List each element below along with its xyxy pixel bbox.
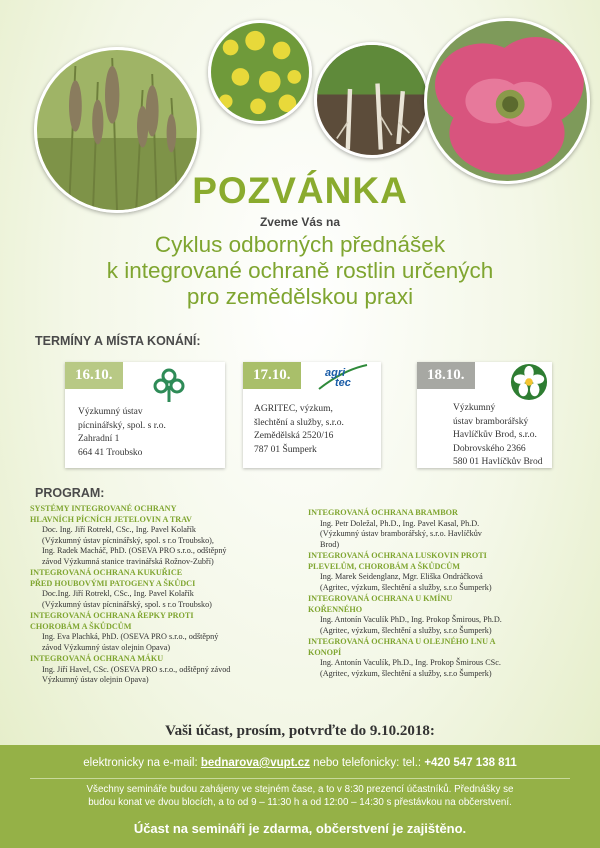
event-headline: [0, 232, 600, 310]
venue-card-sumperk: [243, 362, 381, 468]
address-line: ústav bramborářský: [453, 416, 529, 427]
venue-card-havlickuv-brod: [417, 362, 552, 468]
program-item-speakers: (Výzkumný ústav bramborářský, s.r.o. Havlíčkův: [320, 529, 482, 538]
program-item-speakers: (Agritec, výzkum, šlechtění a služby, s.r.o Šumperk): [320, 625, 492, 635]
program-item-title: PŘED HOUBOVÝMI PATOGENY A ŠKŮDCI: [30, 578, 196, 588]
address-line: Havlíčkův Brod, s.r.o.: [453, 430, 537, 440]
program-item-title: INTEGROVANÁ OCHRANA KUKUŘICE: [30, 568, 183, 577]
program-item-speakers: Ing. Radek Macháč, PhD. (OSEVA PRO s.r.o., odštěpný: [42, 546, 227, 555]
address-line: pícninářský, spol. s r.o.: [78, 420, 166, 431]
plant-roots-photo: [314, 42, 430, 158]
venue-date: 18.10.: [417, 362, 475, 389]
address-line: Výzkumný ústav: [78, 407, 143, 417]
program-item: [308, 551, 576, 593]
contact-line: [0, 757, 600, 769]
potato-flower-logo-icon: [510, 363, 548, 401]
footer-band: [0, 745, 600, 848]
program-item-title: INTEGROVANÁ OCHRANA MÁKU: [30, 654, 164, 663]
program-item: [30, 568, 300, 610]
venue-address: [78, 406, 166, 460]
venue-address: [254, 403, 344, 457]
program-item-speakers: (Výzkumný ústav pícninářský, spol. s r.o Troubsko): [42, 599, 212, 609]
agritec-logo-icon: [317, 362, 369, 392]
venue-date: 16.10.: [65, 362, 123, 389]
headline-line: pro zemědělskou praxi: [186, 284, 414, 309]
program-item-title: INTEGROVANÁ OCHRANA ŘEPKY PROTI: [30, 611, 194, 620]
program-item-title: INTEGROVANÁ OCHRANA U OLEJNÉHO LNU A: [308, 637, 496, 646]
program-item-speakers: Ing. Jiří Havel, CSc. (OSEVA PRO s.r.o., odštěpný závod: [42, 664, 231, 674]
program-item-title: SYSTÉMY INTEGROVANÉ OCHRANY: [30, 504, 177, 513]
program-item-speakers: Doc. Ing. Jiří Rotrekl, CSc., Ing. Pavel Kolařík: [42, 525, 196, 534]
program-item-speakers: Ing. Eva Plachká, PhD. (OSEVA PRO s.r.o., odštěpný: [42, 632, 219, 641]
footer-divider: [30, 778, 570, 779]
program-column-right: [308, 508, 576, 680]
program-item-title: CHOROBÁM A ŠKŮDCŮM: [30, 621, 132, 631]
program-item-title: INTEGROVANÁ OCHRANA U KMÍNU: [308, 594, 453, 603]
email-link[interactable]: bednarova@vupt.cz: [200, 757, 310, 769]
headline-line: k integrované ochraně rostlin určených: [106, 258, 494, 283]
program-item-speakers: (Výzkumný ústav pícninářský, spol. s r.o Troubsko),: [42, 535, 214, 545]
program-item-speakers: závod Výzkumný ústav olejnin Opava): [42, 642, 171, 652]
program-item-speakers: Brod): [320, 539, 340, 549]
footer-info-line: budou konat ve dvou blocích, a to od 9 – 11:30 h a od 12:00 – 14:30 s přestávkou na občerstvení.: [88, 797, 512, 808]
program-item-title: HLAVNÍCH PÍCNÍCH JETELOVIN A TRAV: [30, 514, 192, 524]
program-item-speakers: (Agritec, výzkum, šlechtění a služby, s.r.o Šumperk): [320, 582, 492, 592]
program-item-speakers: Ing. Antonín Vaculík PhD., Ing. Prokop Šmirous, Ph.D.: [320, 615, 502, 624]
program-item: [30, 504, 300, 567]
program-item: [308, 637, 576, 679]
program-item-title: PLEVELŮM, CHOROBÁM A ŠKŮDCŮM: [308, 561, 460, 571]
phone-number[interactable]: +420 547 138 811: [424, 757, 517, 769]
invitation-subtitle: Zveme Vás na: [259, 215, 341, 229]
footer-info-line: Všechny semináře budou zahájeny ve stejném čase, a to v 8:30 prezencí účastníků. Přednášky se: [86, 784, 514, 795]
program-item-speakers: (Agritec, výzkum, šlechtění a služby, s.r.o Šumperk): [320, 668, 492, 678]
page-title: POZVÁNKA: [192, 170, 408, 211]
program-item: [30, 654, 300, 686]
pink-poppy-photo: [424, 18, 590, 184]
address-line: AGRITEC, výzkum,: [254, 404, 333, 414]
program-item-speakers: Ing. Antonín Vaculík, Ph.D., Ing. Prokop Šmirous CSc.: [320, 658, 501, 667]
program-item-title: KONOPÍ: [308, 647, 342, 657]
program-item-speakers: Ing. Marek Seidenglanz, Mgr. Eliška Ondráčková: [320, 572, 483, 581]
program-item-speakers: Ing. Petr Doležal, Ph.D., Ing. Pavel Kasal, Ph.D.: [320, 518, 480, 528]
program-item: [308, 594, 576, 636]
address-line: 580 01 Havlíčkův Brod: [453, 457, 543, 467]
program-item: [30, 611, 300, 653]
agritec-logo-text: tec: [335, 377, 351, 389]
program-item-speakers: Doc.Ing. Jiří Rotrekl, CSc., Ing. Pavel Kolařík: [42, 589, 194, 598]
program-item-speakers: závod Výzkumná stanice travinářská Rožnov-Zubří): [42, 556, 214, 566]
address-line: 787 01 Šumperk: [254, 444, 317, 455]
address-line: Zahradní 1: [78, 434, 120, 444]
clover-logo-icon: [149, 364, 189, 404]
program-heading: PROGRAM:: [35, 486, 105, 500]
venue-date: 17.10.: [243, 362, 301, 389]
contact-middle: nebo telefonicky: tel.:: [309, 757, 425, 769]
address-line: 664 41 Troubsko: [78, 447, 143, 458]
program-item-title: INTEGROVANÁ OCHRANA BRAMBOR: [308, 508, 458, 517]
contact-prefix: elektronicky na e-mail:: [83, 757, 201, 769]
venue-card-troubsko: [65, 362, 225, 468]
address-line: Zemědělská 2520/16: [254, 431, 334, 441]
confirm-attendance-text: Vaši účast, prosím, potvrďte do 9.10.2018:: [165, 723, 435, 739]
address-line: Výzkumný: [453, 403, 496, 413]
free-attendance-note: Účast na semináři je zdarma, občerstvení je zajištěno.: [133, 821, 467, 836]
footer-info: [0, 783, 600, 809]
program-item-speakers: Výzkumný ústav olejnin Opava): [42, 675, 149, 684]
venue-address: [453, 402, 542, 470]
program-item-title: KOŘENNÉHO: [308, 604, 363, 614]
address-line: šlechtění a služby, s.r.o.: [254, 417, 344, 428]
program-column-left: [30, 504, 300, 687]
headline-line: Cyklus odborných přednášek: [154, 232, 446, 257]
address-line: Dobrovského 2366: [453, 443, 526, 454]
program-item: [308, 508, 576, 550]
agritec-logo-text: agri: [325, 367, 346, 379]
yellow-flowering-crop-photo: [208, 20, 312, 124]
terms-heading: TERMÍNY A MÍSTA KONÁNÍ:: [35, 334, 201, 348]
program-item-title: INTEGROVANÁ OCHRANA LUSKOVIN PROTI: [308, 551, 487, 560]
